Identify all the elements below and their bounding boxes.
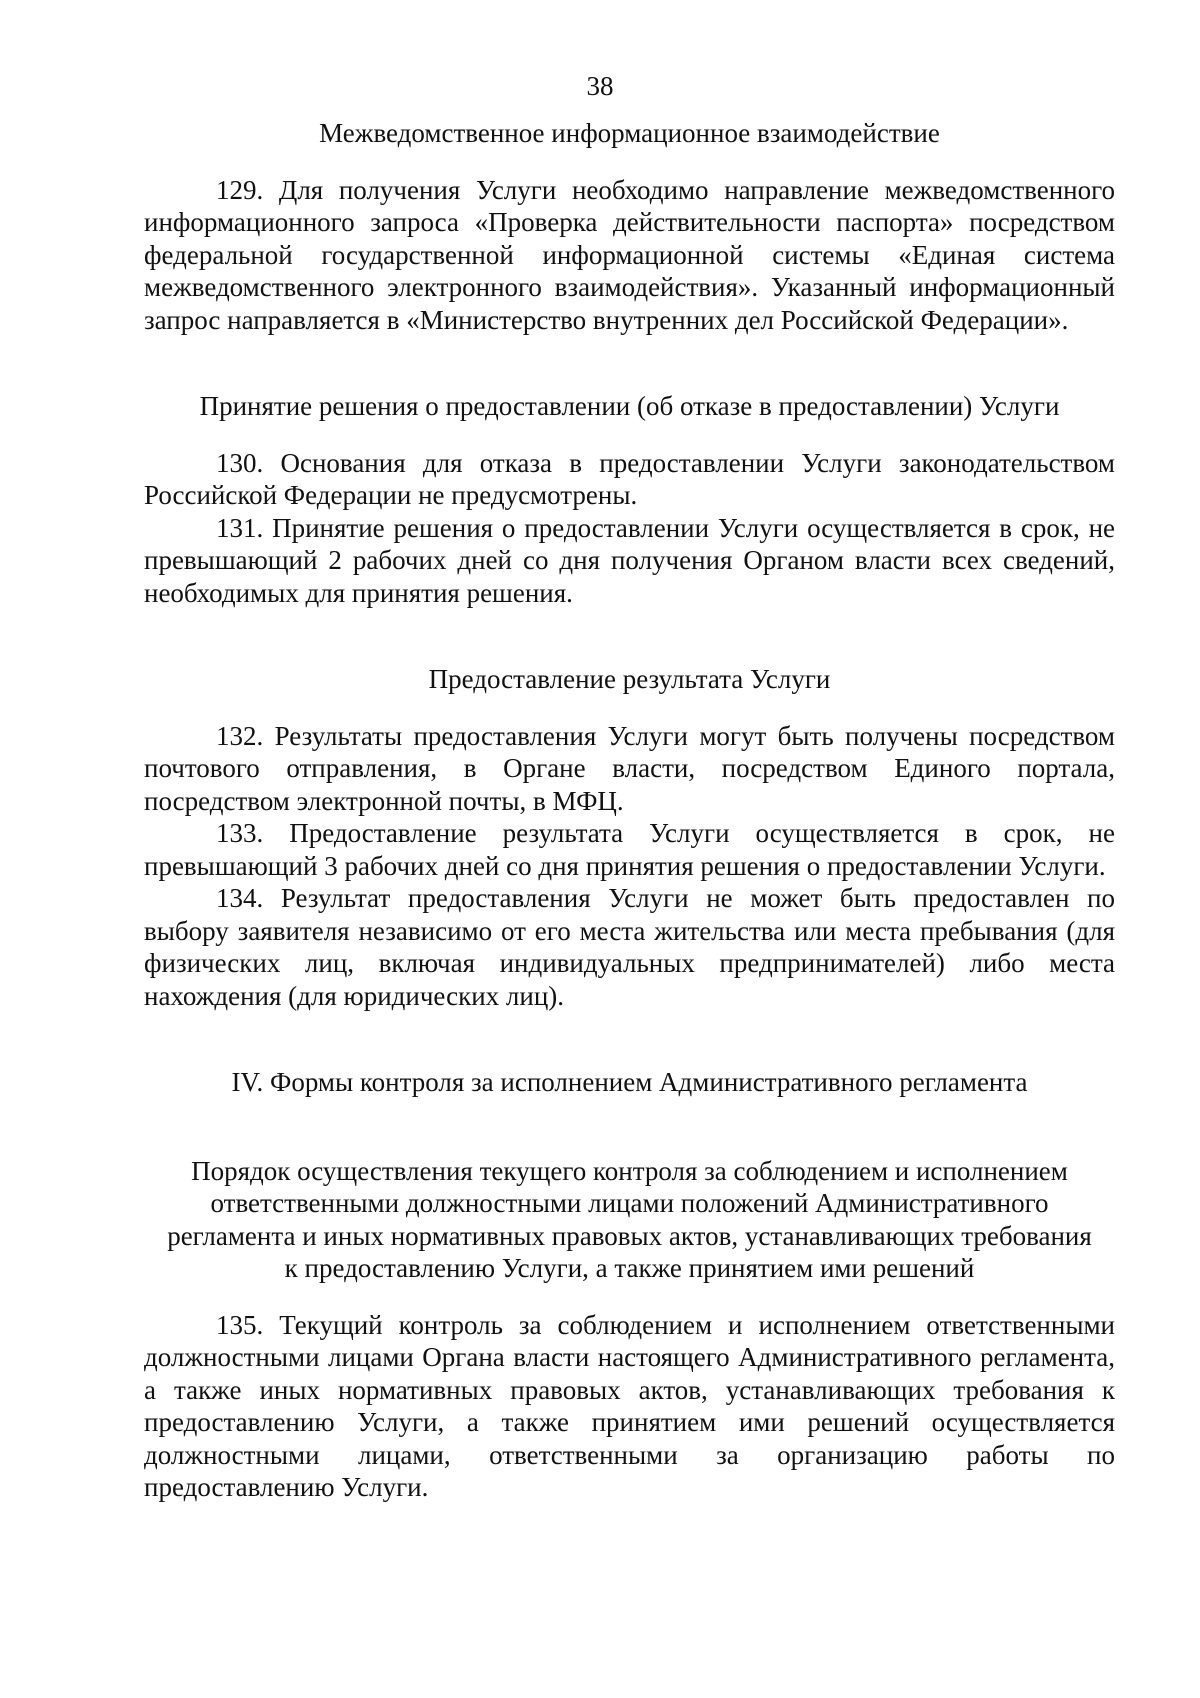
document-body <box>144 117 1115 1504</box>
paragraph-132: 132. Результаты предоставления Услуги могут быть получены посредством почтового отправления, в Органе власти, посредством Единого портала, посредством электронной почты, в МФЦ. <box>144 720 1115 816</box>
paragraph-131: 131. Принятие решения о предоставлении Услуги осуществляется в срок, не превышающий 2 рабочих дней со дня получения Органом власти всех сведений, необходимых для принятия решения. <box>144 512 1115 608</box>
subheading-line-4: к предоставлению Услуги, а также принятием ими решений <box>284 1253 975 1283</box>
paragraph-130: 130. Основания для отказа в предоставлении Услуги законодательством Российской Федерации не предусмотрены. <box>144 447 1115 510</box>
paragraph-129: 129. Для получения Услуги необходимо направление межведомственного информационного запроса «Проверка действительности паспорта» посредством федеральной государственной информационной системы «Единая система межведомственного электронного взаимодействия». Указанный информационный запрос направляется в «Министерство внутренних дел Российской Федерации». <box>144 174 1115 335</box>
paragraph-135: 135. Текущий контроль за соблюдением и исполнением ответственными должностными лицами Органа власти настоящего Административного регламента, а также иных нормативных правовых актов, устанавливающих требования к предоставлению Услуги, а также принятием ими решений осуществляется должностными лицами, ответственными за организацию работы по предоставлению Услуги. <box>144 1309 1115 1502</box>
paragraph-134: 134. Результат предоставления Услуги не может быть предоставлен по выбору заявителя независимо от его места жительства или места пребывания (для физических лиц, включая индивидуальных предпринимателей) либо места нахождения (для юридических лиц). <box>144 883 1115 1011</box>
paragraph-133: 133. Предоставление результата Услуги осуществляется в срок, не превышающий 3 рабочих дней со дня принятия решения о предоставлении Услуги. <box>144 818 1115 881</box>
subheading-line-1: Порядок осуществления текущего контроля за соблюдением и исполнением <box>191 1155 1068 1186</box>
chapter-heading-control-forms: IV. Формы контроля за исполнением Административного регламента <box>231 1067 1028 1097</box>
heading-result: Предоставление результата Услуги <box>428 664 831 694</box>
subheading-current-control <box>144 1155 1115 1285</box>
subheading-line-3: регламента и иных нормативных правовых актов, устанавливающих требования <box>167 1220 1092 1251</box>
heading-interagency: Межведомственное информационное взаимодействие <box>319 118 940 148</box>
heading-decision: Принятие решения о предоставлении (об отказе в предоставлении) Услуги <box>199 391 1060 421</box>
page-number: 38 <box>586 71 614 101</box>
subheading-line-2: ответственными должностными лицами положений Административного <box>210 1188 1049 1218</box>
